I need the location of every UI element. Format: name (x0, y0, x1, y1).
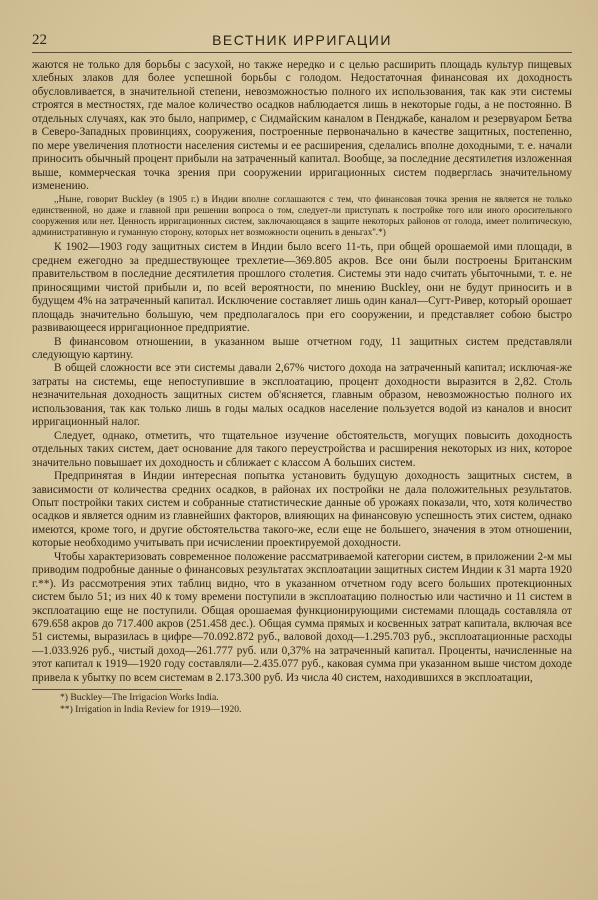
paragraph: Предпринятая в Индии интересная попытка установить будущую доходность защитных систем, в зависимости от количества средних осадков, в районах их постройки не дала положительных результатов. Опыт постройки таких систем и собранные статистические данные об урожаях показали, что, хотя количество осадков и является одним из главнейших факторов, влияющих на финансовую успешность этих систем, однако имеются, кроме того, и другие обстоятельства такого-же, если еще не большего, значения в этом отношении, которые необходимо учитывать при исчислении проектируемой доходности. (32, 470, 572, 550)
paragraph: Чтобы характеризовать современное положение рассматриваемой категории систем, в приложении 2-м мы приводим подробные данные о финансовых результатах эксплоатации защитных систем Индии к 31 марта 1920 г.**). Из рассмотрения этих таблиц видно, что в указанном отчетном году всего больших протекционных систем было 51; из них 40 к тому времени поступили в эксплоатацию полностью или частично и 11 систем в эксплоатацию еще не поступили. Общая орошаемая функционирующими системами площадь составляла от 679.658 акров до 717.400 акров (251.458 дес.). Общая сумма прямых и косвенных затрат капитала, включая все 51 системы, выразилась в цифре—70.092.872 руб., валовой доход—1.295.703 руб., эксплоатационные расходы—1.033.926 руб., чистый доход—261.777 руб. или 0,37% на затраченный капитал. Проценты, начисленные на этот капитал к 1919—1920 году составляли—2.435.077 руб., каковая сумма при указанном выше чистом доходе привела к убытку по всем системам в 2.173.300 руб. Из числа 40 систем, находившихся в эксплоатации, (32, 550, 572, 684)
journal-title: ВЕСТНИК ИРРИГАЦИИ (212, 32, 392, 48)
footnote: *) Buckley—The Irrigacion Works India. (60, 692, 219, 704)
article-body (32, 59, 572, 685)
paragraph: К 1902—1903 году защитных систем в Индии было всего 11-ть, при общей орошаемой ими площади, в среднем ежегодно за предшествующее трехлетие—369.805 акров. Все они были построены Британским правительством в последние десятилетия прошлого столетия. Системы эти надо считать убыточными, т. е. не приносящими чистой прибыли и, по всей вероятности, по мнению Buckley, они не будут приносить и в будущем 4% на затраченный капитал. Исключение составляет лишь один канал—Сугт-Ривер, который орошает площадь значительно большую, чем предполагалось при его сооружении, и представляет собою быстро развивающееся ирригационное предприятие. (32, 241, 572, 335)
footnotes (32, 689, 242, 716)
page-header (32, 28, 572, 53)
paragraph: жаются не только для борьбы с засухой, но также нередко и с целью расширить площадь культур пищевых хлебных злаков для более успешной борьбы с голодом. Недостаточная финансовая их доходность обусловливается, в значительной степени, невозможностью полного их использования, так как эти системы строятся в местностях, где малое количество осадков наблюдается лишь в некоторые годы, а не постоянно. В отдельных случаях, как это было, например, с Сидмайским каналом в Пенджабе, каналом и резервуаром Бетва в Северо-Западных провинциях, сооружения, построенные первоначально в качестве защитных, постепенно, по мере увеличения плотности населения системы и ее расширения, сделались вполне доходными, т. е. начали приносить обычный процент прибыли на затраченный капитал. Вообще, за последние десятилетия изложенная выше, коммерческая точка зрения при сооружении ирригационных систем подверглась значительному изменению. (32, 59, 572, 193)
footnote: **) Irrigation in India Review for 1919—1920. (60, 704, 242, 716)
paragraph: В финансовом отношении, в указанном выше отчетном году, 11 защитных систем представляли следующую картину. (32, 335, 572, 361)
quote-block: ,,Ныне, говорит Buckley (в 1905 г.) в Индии вполне соглашаются с тем, что финансовая точка зрения не является не только единственной, но даже и главной при решении вопроса о том, следует-ли приступать к постройке того или иного оросительного сооружения или нет. Ценность ирригационных систем, заключающаяся в защите некоторых районов от голода, имеет политическую, административную и гуманную сторону, которых нет возможности оценить в деньгах''.*) (32, 194, 572, 239)
paragraph: Следует, однако, отметить, что тщательное изучение обстоятельств, могущих повысить доходность отдельных таких систем, дает основание для такого переустройства и расширения некоторых из них, которое значительно повышает их доходность и сближает с классом А больших систем. (32, 429, 572, 469)
paragraph: В общей сложности все эти системы давали 2,67% чистого дохода на затраченный капитал; исключая-же затраты на системы, еще непоступившие в эксплоатацию, процент доходности выразится в 2,82. Столь незначительная доходность защитных систем об'ясняется, главным образом, невозможностью полного их использования, так как только лишь в годы малых осадков население пользуется водой из каналов и вносит ирригационный налог. (32, 362, 572, 429)
page-number: 22 (32, 31, 47, 48)
